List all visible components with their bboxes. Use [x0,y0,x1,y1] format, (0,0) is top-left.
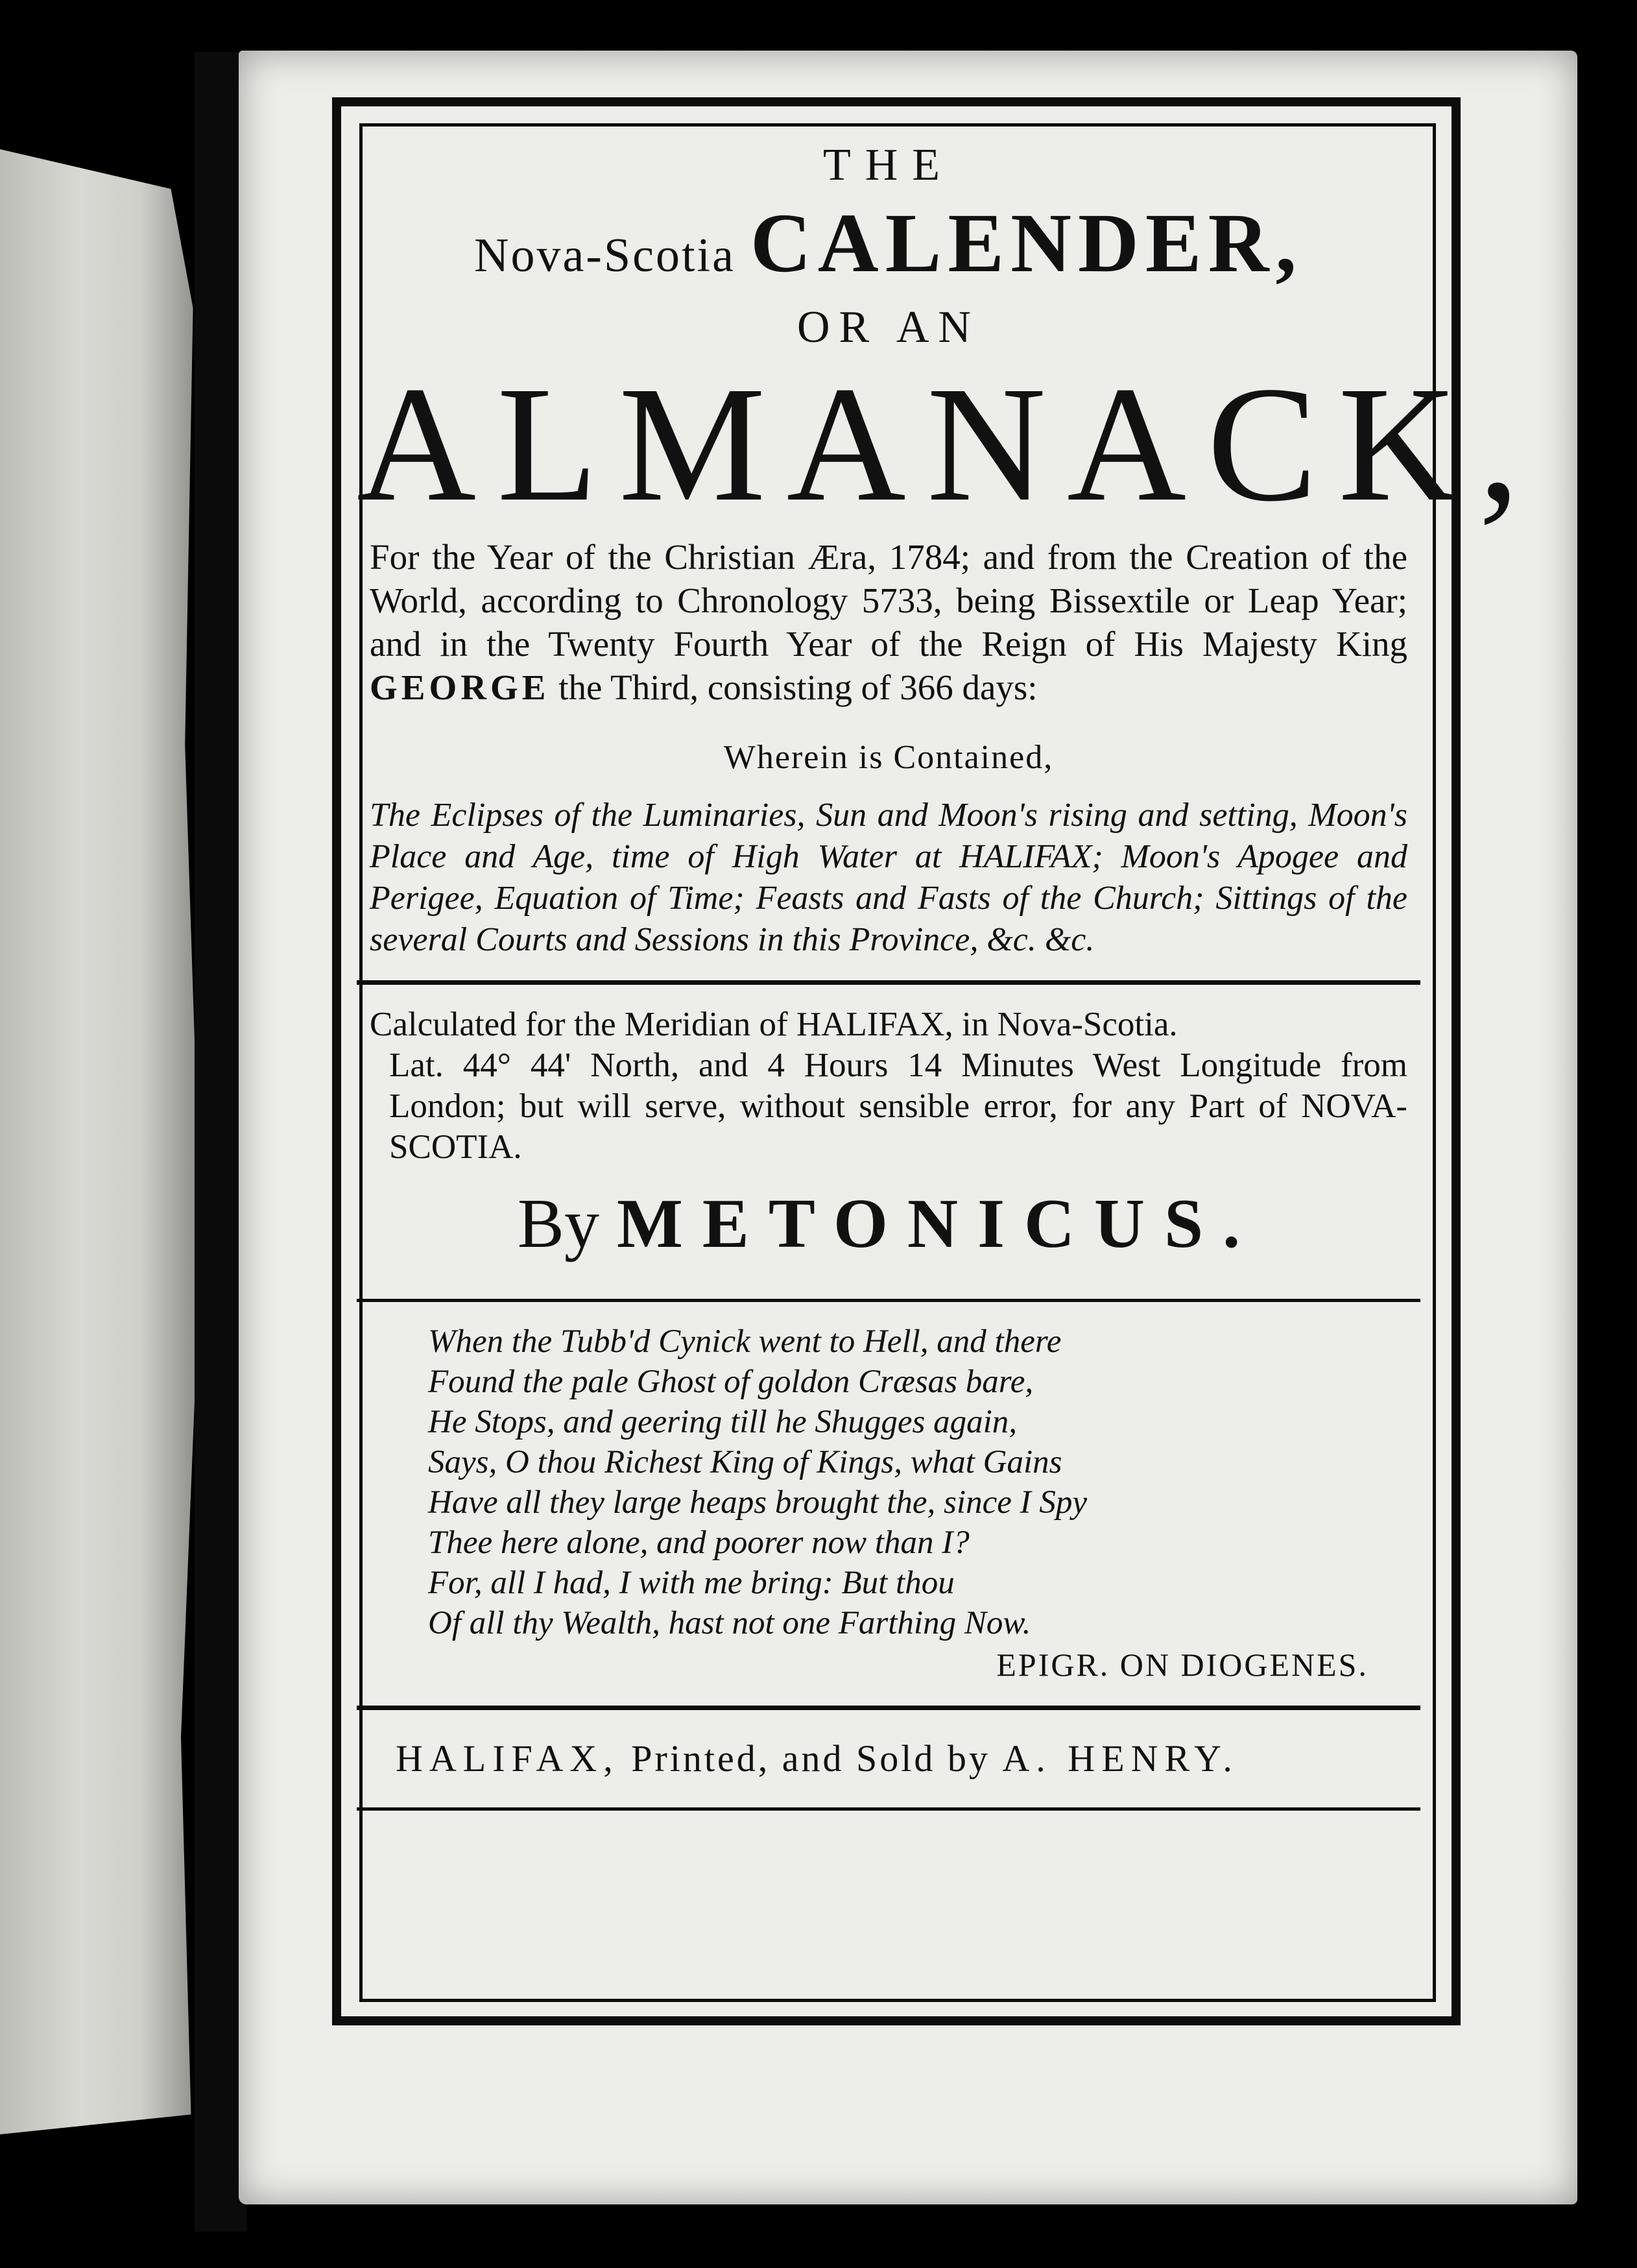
imprint-printer: A. HENRY. [1002,1737,1239,1779]
contents-paragraph: The Eclipses of the Luminaries, Sun and Moon's rising and setting, Moon's Place and Age, time of High Water at HALIFAX; Moon's Apogee and Perigee, Equation of Time; Feasts and Fasts of the Church; Sittings of the several Courts and Sessions in this Province, &c. &c. [370,797,1407,958]
description-king-name: GEORGE [370,668,550,707]
author-line [370,1176,1407,1279]
epigram-poem [370,1321,1407,1643]
title-calender: CALENDER, [750,197,1303,290]
contents-heading: Wherein is Contained, [723,739,1054,776]
poem-line: Thee here alone, and poorer now than I? [428,1525,970,1561]
title-page-content [357,139,1541,1830]
divider-rule-4 [357,1807,1420,1811]
title-line-or-an: OR AN [797,302,980,352]
poem-attribution: EPIGR. ON DIOGENES. [996,1647,1368,1683]
divider-rule-2 [357,1299,1420,1302]
title-line-the: THE [822,140,955,190]
adjacent-page-edge [0,149,201,2134]
poem-line: When the Tubb'd Cynick went to Hell, and there [428,1323,1062,1360]
author-by: By [517,1185,599,1262]
poem-line: Found the pale Ghost of goldon Cræsas bare, [428,1364,1034,1400]
poem-line: Have all they large heaps brought the, since I Spy [428,1484,1087,1521]
imprint-place: HALIFAX, [396,1737,619,1779]
calculation-line-1: Calculated for the Meridian of HALIFAX, in Nova-Scotia. [370,1006,1178,1043]
calculation-line-2: Lat. 44° 44' North, and 4 Hours 14 Minutes West Longitude from London; but will serve, without sensible error, for any Part of NOVA-SCOTIA. [389,1046,1407,1166]
divider-rule-1 [357,980,1420,985]
poem-line: He Stops, and geering till he Shugges again, [428,1404,1017,1440]
poem-line: For, all I had, I with me bring: But thou [428,1565,955,1601]
description-paragraph [370,535,1407,709]
poem-line: Says, O thou Richest King of Kings, what Gains [428,1444,1062,1480]
description-part-1: For the Year of the Christian Æra, 1784; and from the Creation of the World, according to Chronology 5733, being Bissextile or Leap Year; and in the Twenty Fourth Year of the Reign of His Majesty King [370,537,1407,664]
imprint-middle: Printed, and Sold by [631,1737,990,1779]
author-name: METONICUS. [616,1185,1260,1262]
imprint-line [370,1730,1407,1788]
title-nova-scotia: Nova-Scotia [474,229,735,282]
divider-rule-3 [357,1706,1420,1710]
title-almanack: ALMANACK, [357,353,1541,536]
calculation-paragraph [370,1004,1407,1168]
poem-line: Of all thy Wealth, hast not one Farthing Now. [428,1605,1031,1641]
description-part-3: the Third, consisting of 366 days: [549,668,1038,707]
title-line-calender [370,198,1407,295]
